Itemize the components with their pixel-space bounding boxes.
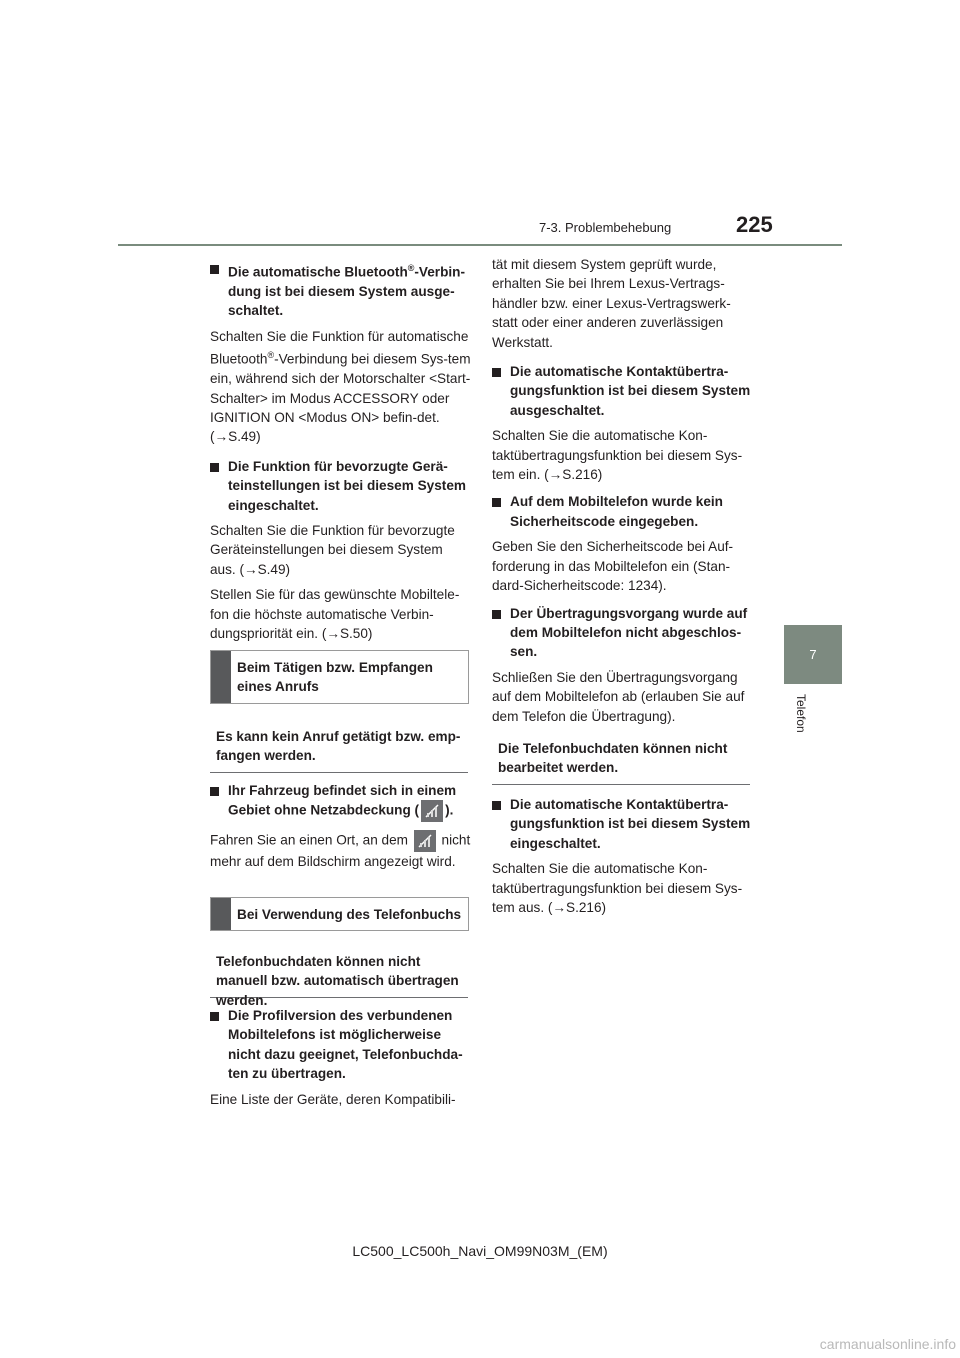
heading-profile-version: Die Profilversion des verbundenen Mobiltelefons ist möglicherweise nicht dazu geeignet, Telefonbuchda-ten zu übertragen.	[210, 1006, 472, 1084]
right-column-top	[492, 255, 754, 726]
paragraph: Eine Liste der Geräte, deren Kompatibili-	[210, 1091, 456, 1107]
paragraph: Schließen Sie den Übertragungsvorgang auf dem Mobiltelefon ab (erlauben Sie auf dem Telefon die Übertragung).	[492, 669, 745, 724]
watermark[interactable]: carmanualsonline.info	[819, 1336, 956, 1352]
bullet-square-icon	[210, 787, 219, 796]
banner-bar	[211, 898, 231, 930]
paragraph: tät mit diesem System geprüft wurde, erhalten Sie bei Ihrem Lexus-Vertrags-händler bzw. einer Lexus-Vertragswerk-statt oder einer anderen zuverlässigen Werkstatt.	[492, 257, 731, 350]
header-divider	[118, 244, 842, 246]
paragraph: Schalten Sie die Funktion für automatische Bluetooth®-Verbindung bei diesem Sys-tem ein, während sich der Motorschalter <Start-Schalter> im Modus ACCESSORY oder IGNITION ON <Modus ON> befin-det. (→S.49)	[210, 328, 471, 445]
bullet-square-icon	[210, 463, 219, 472]
paragraph: Stellen Sie für das gewünschte Mobiltele-fon die höchste automatische Verbin-dungspriorität ein. (→S.50)	[210, 587, 460, 641]
page-number: 225	[736, 212, 773, 237]
section-banner-calls: Beim Tätigen bzw. Empfangen eines Anrufs	[210, 650, 469, 704]
heading-contact-transfer-off: Die automatische Kontaktübertra-gungsfunktion ist bei diesem System ausgeschaltet.	[492, 362, 754, 420]
no-service-icon	[421, 800, 443, 822]
problem-heading-edit: Die Telefonbuchdaten können nicht bearbeitet werden.	[492, 739, 750, 785]
heading-preferred-device: Die Funktion für bevorzugte Gerä-teinstellungen ist bei diesem System eingeschaltet.	[210, 457, 472, 515]
heading-no-coverage: Ihr Fahrzeug befindet sich in einem Gebiet ohne Netzabdeckung ( ).	[210, 781, 472, 822]
heading-security-code: Auf dem Mobiltelefon wurde kein Sicherheitscode eingegeben.	[492, 492, 754, 531]
left-column-top	[210, 259, 472, 643]
footer-model-code: LC500_LC500h_Navi_OM99N03M_(EM)	[352, 1243, 608, 1259]
paragraph: Geben Sie den Sicherheitscode bei Auf-forderung in das Mobiltelefon ein (Stan-dard-Sicherheitscode: 1234).	[492, 539, 734, 594]
bullet-square-icon	[492, 610, 501, 619]
heading-contact-transfer-on: Die automatische Kontaktübertra-gungsfunktion ist bei diesem System eingeschaltet.	[492, 795, 754, 853]
paragraph: Fahren Sie an einen Ort, an dem nicht mehr auf dem Bildschirm angezeigt wird.	[210, 830, 472, 871]
section-title: 7-3. Problembehebung	[539, 220, 672, 235]
chapter-tab[interactable]: 7	[784, 625, 842, 684]
chapter-label: Telefon	[794, 694, 808, 733]
paragraph: Schalten Sie die automatische Kon-taktübertragungsfunktion bei diesem Sys-tem ein. (→S.216)	[492, 428, 743, 483]
problem-heading-transfer: Telefonbuchdaten können nicht manuell bzw. automatisch übertragen werden.	[210, 952, 468, 998]
right-column-bottom	[492, 795, 754, 917]
bullet-square-icon	[210, 265, 219, 274]
problem-heading-no-calls: Es kann kein Anruf getätigt bzw. emp-fangen werden.	[210, 727, 468, 773]
left-column-bottom	[210, 1006, 472, 1109]
no-service-icon	[414, 830, 436, 852]
heading-transfer-incomplete: Der Übertragungsvorgang wurde auf dem Mobiltelefon nicht abgeschlos-sen.	[492, 604, 754, 662]
bullet-square-icon	[492, 801, 501, 810]
banner-bar	[211, 651, 231, 703]
heading-bluetooth-off: Die automatische Bluetooth®-Verbin-dung ist bei diesem System ausge-schaltet.	[210, 259, 472, 321]
bullet-square-icon	[210, 1012, 219, 1021]
paragraph: Schalten Sie die automatische Kon-taktübertragungsfunktion bei diesem Sys-tem aus. (→S.216)	[492, 861, 743, 916]
bullet-square-icon	[492, 368, 501, 377]
paragraph: Schalten Sie die Funktion für bevorzugte Geräteinstellungen bei diesem System aus. (→S.49)	[210, 522, 455, 577]
section-banner-phonebook: Bei Verwendung des Telefonbuchs	[210, 897, 469, 931]
bullet-square-icon	[492, 498, 501, 507]
left-column-middle	[210, 781, 472, 872]
